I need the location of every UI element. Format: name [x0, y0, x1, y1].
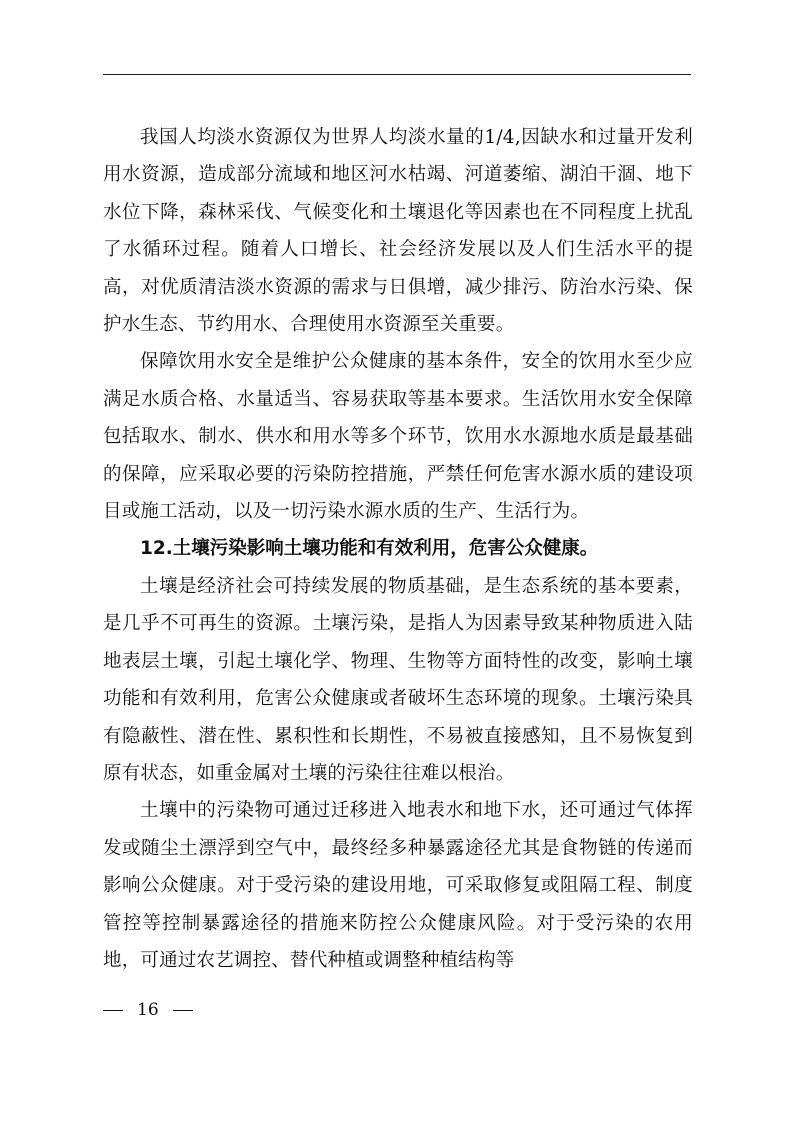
page-footer [103, 996, 193, 1024]
paragraph-water-resources: 我国人均淡水资源仅为世界人均淡水量的1/4,因缺水和过量开发利用水资源，造成部分流域和地区河水枯竭、河道萎缩、湖泊干涸、地下水位下降，森林采伐、气候变化和土壤退化等因素也在不同程度上扰乱了水循环过程。随着人口增长、社会经济发展以及人们生活水平的提高，对优质清洁淡水资源的需求与日俱增，减少排污、防治水污染、保护水生态、节约用水、合理使用水资源至关重要。 [103, 127, 693, 336]
footer-dash-left [103, 1010, 123, 1011]
paragraph-soil-health: 土壤中的污染物可通过迁移进入地表水和地下水，还可通过气体挥发或随尘土漂浮到空气中，最终经多种暴露途径尤其是食物链的传递而影响公众健康。对于受污染的建设用地，可采取修复或阻隔工程、制度管控等控制暴露途径的措施来防控公众健康风险。对于受污染的农用地，可通过农艺调控、替代种植或调整种植结构等 [103, 800, 693, 971]
page-number: 16 [137, 1000, 159, 1020]
footer-dash-right [173, 1010, 193, 1011]
section-heading: 12.土壤污染影响土壤功能和有效利用，危害公众健康。 [140, 538, 599, 560]
header-rule [103, 74, 691, 75]
paragraph-drinking-water: 保障饮用水安全是维护公众健康的基本条件，安全的饮用水至少应满足水质合格、水量适当、容易获取等基本要求。生活饮用水安全保障包括取水、制水、供水和用水等多个环节，饮用水水源地水质是最基础的保障，应采取必要的污染防控措施，严禁任何危害水源水质的建设项目或施工活动，以及一切污染水源水质的生产、生活行为。 [103, 351, 693, 523]
paragraph-soil-basics: 土壤是经济社会可持续发展的物质基础，是生态系统的基本要素，是几乎不可再生的资源。土壤污染，是指人为因素导致某种物质进入陆地表层土壤，引起土壤化学、物理、生物等方面特性的改变，影响土壤功能和有效利用，危害公众健康或者破坏生态环境的现象。土壤污染具有隐蔽性、潜在性、累积性和长期性，不易被直接感知，且不易恢复到原有状态，如重金属对土壤的污染往往难以根治。 [103, 575, 693, 784]
document-body [103, 119, 693, 979]
